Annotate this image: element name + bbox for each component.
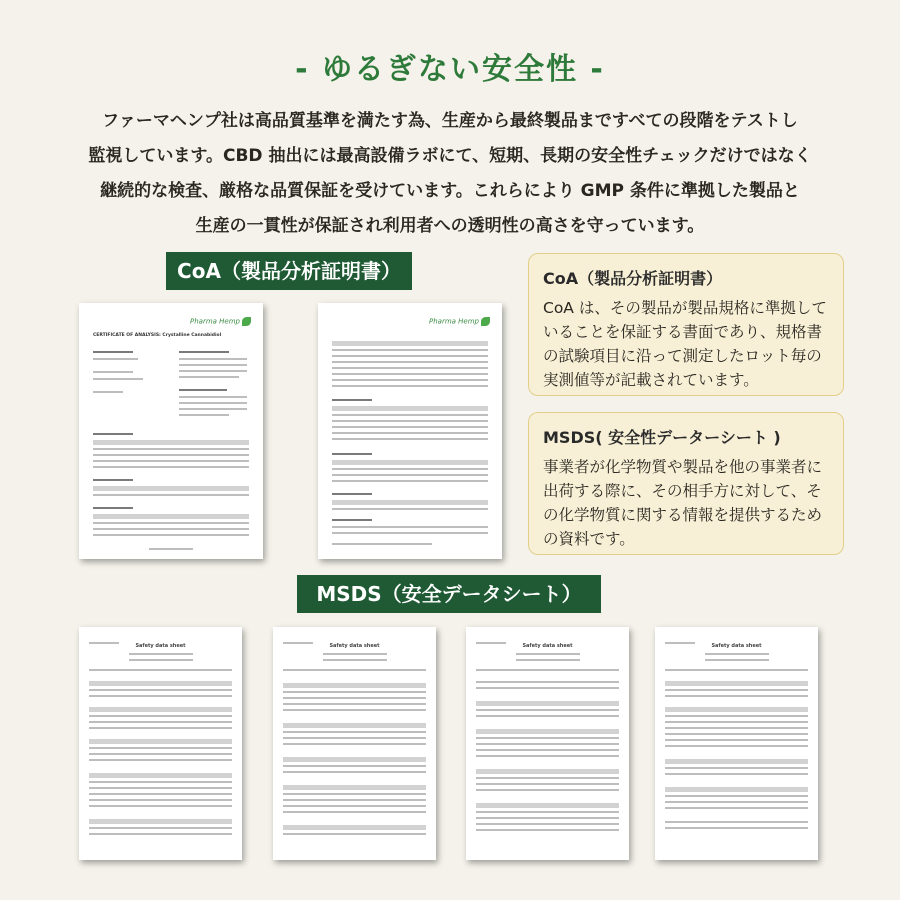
msds-banner: MSDS（安全データシート） bbox=[297, 575, 601, 613]
msds-doc-title: Safety data sheet bbox=[711, 643, 762, 649]
msds-card-line: 出荷する際に、その相手方に対して、そ bbox=[543, 482, 822, 500]
intro-paragraph bbox=[60, 104, 840, 244]
msds-card-body bbox=[543, 455, 839, 551]
coa-doc-heading: CERTIFICATE OF ANALYSIS: Crystalline Cannabidiol bbox=[93, 333, 222, 338]
msds-info-card bbox=[528, 412, 844, 555]
msds-card-title: MSDS( 安全性データーシート ) bbox=[543, 428, 781, 447]
intro-line: ファーマヘンプ社は高品質基準を満たす為、生産から最終製品まですべての段階をテストし bbox=[102, 111, 798, 131]
msds-document-page-3[interactable] bbox=[466, 627, 629, 860]
coa-card-line: の試験項目に沿って測定したロット毎の bbox=[543, 347, 822, 365]
msds-card-line: の資料です。 bbox=[543, 530, 635, 548]
coa-document-page-1[interactable] bbox=[79, 303, 263, 559]
msds-document-page-4[interactable] bbox=[655, 627, 818, 860]
intro-line: 継続的な検査、厳格な品質保証を受けています。これらにより GMP 条件に準拠した製品と bbox=[100, 181, 800, 201]
intro-line: 生産の一貫性が保証され利用者への透明性の高さを守っています。 bbox=[195, 216, 705, 236]
msds-doc-title: Safety data sheet bbox=[135, 643, 186, 649]
msds-doc-title: Safety data sheet bbox=[522, 643, 573, 649]
msds-document-page-1[interactable] bbox=[79, 627, 242, 860]
msds-card-line: 事業者が化学物質や製品を他の事業者に bbox=[543, 458, 823, 476]
coa-card-line: CoA は、その製品が製品規格に準拠して bbox=[543, 299, 827, 317]
coa-document-page-2[interactable] bbox=[318, 303, 502, 559]
intro-line: 監視しています。CBD 抽出には最高設備ラボにて、短期、長期の安全性チェックだけではなく bbox=[88, 146, 812, 166]
coa-banner: CoA（製品分析証明書） bbox=[166, 252, 412, 290]
msds-document-page-2[interactable] bbox=[273, 627, 436, 860]
msds-card-line: の化学物質に関する情報を提供するため bbox=[543, 506, 823, 524]
coa-card-body bbox=[543, 296, 839, 392]
coa-card-line: いることを保証する書面であり、規格書 bbox=[543, 323, 823, 341]
coa-card-line: 実測値等が記載されています。 bbox=[543, 371, 759, 389]
coa-info-card bbox=[528, 253, 844, 396]
leaf-icon bbox=[242, 317, 251, 326]
leaf-icon bbox=[481, 317, 490, 326]
pharmahemp-logo: Pharma Hemp bbox=[190, 317, 251, 326]
coa-card-title: CoA（製品分析証明書） bbox=[543, 269, 723, 288]
section-title: - ゆるぎない安全性 - bbox=[295, 52, 605, 87]
msds-doc-title: Safety data sheet bbox=[329, 643, 380, 649]
pharmahemp-logo: Pharma Hemp bbox=[429, 317, 490, 326]
